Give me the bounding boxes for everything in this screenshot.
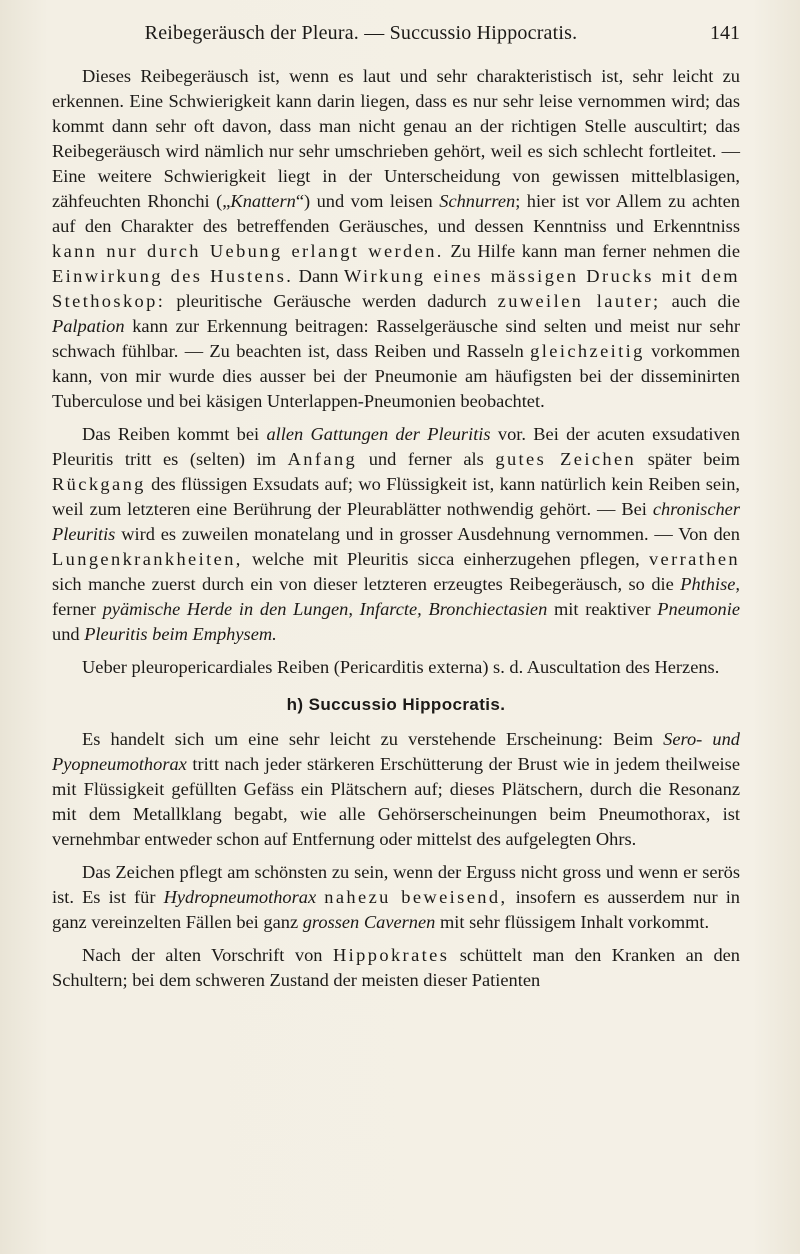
emphasis: Phthise, xyxy=(680,574,740,594)
text-run: Es handelt sich um eine sehr leicht zu verstehende Erscheinung: Beim xyxy=(82,729,664,749)
emphasis: Palpation xyxy=(52,316,125,336)
text-run: Zu Hilfe kann man ferner nehmen die xyxy=(443,241,740,261)
emphasis: Pleuritis beim Emphysem. xyxy=(84,624,277,644)
text-run: tritt nach jeder stärkeren Erschütterung der Brust wie in jedem theilweise mit Flüssigkeit gefüllten Gefäss ein Plätschern auf; dieses Plätschern, durch die Resonanz mit dem Metallklang begabt, wie alle Gehörserscheinungen beim Pneumothorax, ist vernehmbar entweder schon auf Entfernung oder mittelst des aufgelegten Ohrs. xyxy=(52,754,740,849)
text-run: sich manche zuerst durch ein von dieser letzteren erzeugtes Reibegeräusch, so die xyxy=(52,574,681,594)
spaced-emphasis: verrathen xyxy=(648,549,740,569)
text-run: ferner xyxy=(52,599,103,619)
text-run: kann zur Erkennung beitragen: Rasselgeräusche sind selten und meist nur sehr schwach fühlbar. — Zu beachten ist, dass Reiben und Rasseln xyxy=(52,316,740,361)
spaced-emphasis: zuweilen lauter; xyxy=(497,291,661,311)
text-run: Das Zeichen pflegt am schönsten zu sein, wenn der Erguss nicht gross und wenn er serös ist. Es ist für xyxy=(52,862,740,907)
spaced-emphasis: gleichzeitig xyxy=(530,341,645,361)
text-run: mit sehr flüssigem Inhalt vorkommt. xyxy=(435,912,710,932)
paragraph-hippokrates xyxy=(52,943,740,993)
spaced-emphasis: Hippokrates xyxy=(332,945,450,965)
spaced-emphasis: gutes Zeichen xyxy=(495,449,637,469)
paragraph-zeichen xyxy=(52,860,740,935)
spaced-emphasis: Einwirkung des Hustens. xyxy=(52,266,294,286)
text-run: vorkommen kann, von mir wurde dies ausser bei der Pneumonie am häufigsten bei der disseminirten Tuberculose und bei käsigen Unterlappen-Pneumonien beobachtet. xyxy=(52,341,740,411)
paragraph-succussio xyxy=(52,727,740,852)
spaced-emphasis: kann nur durch Uebung erlangt werden. xyxy=(52,241,444,261)
spaced-emphasis: nahezu beweisend, xyxy=(324,887,508,907)
text-run: Dieses Reibegeräusch ist, wenn es laut und sehr charakteristisch ist, sehr leicht zu erkennen. Eine Schwierigkeit kann darin liegen, dass es nur sehr leise vernommen wird; das kommt dann sehr oft davon, dass man nicht genau an der richtigen Stelle auscultirt; das Reibegeräusch wird nämlich nur sehr umschrieben gehört, weil es sich schlecht fortleitet. — Eine weitere Schwierigkeit liegt in der Unterscheidung von gewissen mittelblasigen, zähfeuchten Rhonchi („ xyxy=(52,66,740,211)
text-run: Dann xyxy=(293,266,344,286)
text-run: insofern es ausserdem nur in ganz vereinzelten Fällen bei ganz xyxy=(52,887,740,932)
text-run: des flüssigen Exsudats auf; wo Flüssigkeit ist, kann natürlich kein Reiben sein, weil zum letzteren eine Berührung der Pleurablätter nothwendig gehört. — Bei xyxy=(52,474,740,519)
text-run: welche mit Pleuritis sicca einherzugehen pflegen, xyxy=(242,549,649,569)
spaced-emphasis: Anfang xyxy=(287,449,358,469)
text-run: schüttelt man den Kranken an den Schultern; bei dem schweren Zustand der meisten dieser Patienten xyxy=(52,945,740,990)
emphasis: allen Gattungen der Pleuritis xyxy=(266,424,491,444)
section-heading: h) Succussio Hippocratis. xyxy=(286,695,506,714)
emphasis: grossen Cavernen xyxy=(302,912,436,932)
text-run: ; hier ist vor Allem zu achten auf den Charakter des betreffenden Geräusches, und dessen Kenntniss und Erkenntniss xyxy=(52,191,740,236)
paragraph-pericardiales: Ueber pleuropericardiales Reiben (Pericarditis externa) s. d. Auscultation des Herzens. xyxy=(82,657,720,677)
text-run: pleuritische Geräusche werden dadurch xyxy=(165,291,498,311)
body-text xyxy=(52,64,740,1001)
text-run: und xyxy=(52,624,85,644)
emphasis: chronischer Pleuritis xyxy=(52,499,740,544)
emphasis: pyämische Herde in den Lungen, Infarcte, Bronchiectasien xyxy=(102,599,548,619)
emphasis: Hydropneumothorax xyxy=(163,887,317,907)
page-number: 141 xyxy=(710,22,740,44)
text-run: auch die xyxy=(660,291,740,311)
page-header xyxy=(52,22,740,52)
text-run: später beim xyxy=(636,449,740,469)
running-title: Reibegeräusch der Pleura. — Succussio Hippocratis. xyxy=(144,22,578,44)
text-run: mit reaktiver xyxy=(547,599,658,619)
text-run: vor. Bei der acuten exsudativen Pleuritis tritt es (selten) im xyxy=(52,424,740,469)
emphasis: Pneumonie xyxy=(657,599,741,619)
spaced-emphasis: Wirkung eines mässigen Drucks mit dem Stethoskop: xyxy=(52,266,741,311)
paragraph-reibegeraeusch xyxy=(52,64,740,414)
spaced-emphasis: Rückgang xyxy=(52,474,146,494)
spaced-emphasis: Lungenkrankheiten, xyxy=(52,549,243,569)
emphasis: Knattern xyxy=(230,191,296,211)
emphasis: Sero- und Pyopneumothorax xyxy=(52,729,740,774)
paragraph-pleuritis xyxy=(52,422,740,647)
emphasis: Schnurren xyxy=(439,191,516,211)
text-run: “) und vom leisen xyxy=(295,191,440,211)
text-run: wird es zuweilen monatelang und in grosser Ausdehnung vernommen. — Von den xyxy=(115,524,740,544)
text-run: Nach der alten Vorschrift von xyxy=(82,945,333,965)
text-run: und ferner als xyxy=(357,449,496,469)
text-run: Das Reiben kommt bei xyxy=(82,424,267,444)
